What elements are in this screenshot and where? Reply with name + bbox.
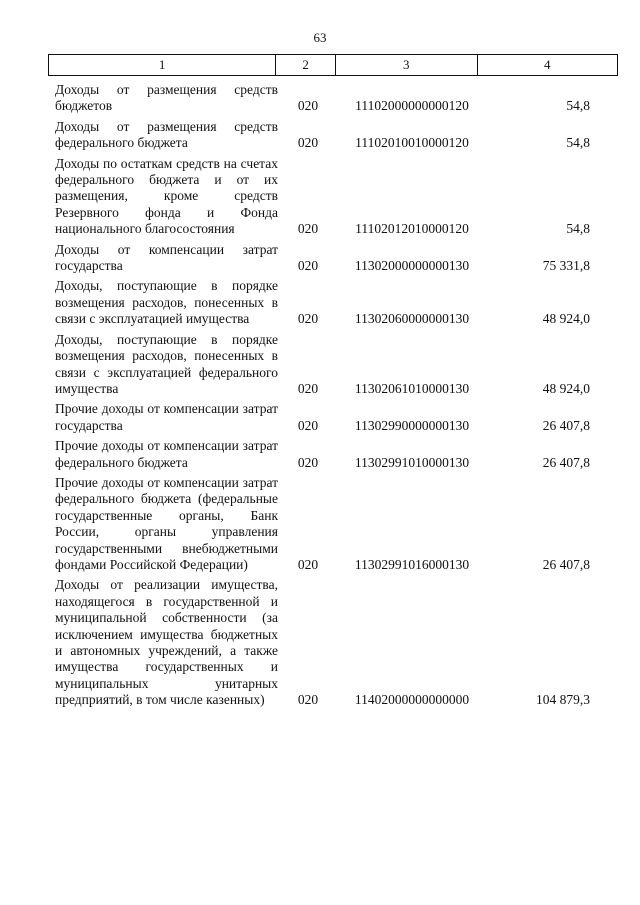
row-description: Доходы, поступающие в порядке возмещения расходов, понесенных в связи с эксплуатацией федерального имущества (55, 331, 278, 396)
row-amount: 75 331,8 (542, 258, 590, 274)
table-row (0, 156, 640, 238)
table-row (0, 119, 640, 152)
row-description: Прочие доходы от компенсации затрат государства (55, 401, 278, 433)
row-amount: 26 407,8 (542, 454, 590, 470)
row-amount: 54,8 (566, 221, 590, 237)
row-amount: 54,8 (566, 135, 590, 151)
row-kbk: 11302991016000130 (354, 556, 470, 572)
row-description: Доходы по остаткам средств на счетах федерального бюджета и от их размещения, кроме средств Резервного фонда и Фонда национального благосостояния (55, 155, 278, 237)
row-code: 020 (297, 98, 319, 114)
row-code: 020 (297, 556, 319, 572)
column-header-2: 2 (276, 55, 336, 75)
row-description: Доходы, поступающие в порядке возмещения расходов, понесенных в связи с эксплуатацией имущества (55, 278, 278, 327)
table-row (0, 278, 640, 327)
row-kbk: 11402000000000000 (354, 692, 470, 708)
row-amount: 48 924,0 (542, 311, 590, 327)
table-body (0, 82, 640, 713)
row-kbk: 11302990000000130 (354, 417, 470, 433)
row-kbk: 11102000000000120 (355, 98, 469, 114)
row-description: Доходы от компенсации затрат государства (55, 241, 278, 274)
row-description: Прочие доходы от компенсации затрат федерального бюджета (федеральные государственные органы, Банк России, органы управления государственными внебюджетными фондами Российской Федерации) (55, 474, 278, 572)
table-row (0, 401, 640, 434)
row-kbk: 11302000000000130 (354, 258, 470, 274)
table-row (0, 242, 640, 275)
row-amount: 26 407,8 (542, 556, 590, 572)
row-code: 020 (297, 311, 319, 327)
row-code: 020 (297, 454, 319, 470)
row-kbk: 11102010010000120 (355, 135, 469, 151)
row-amount: 48 924,0 (542, 380, 590, 396)
column-header-4: 4 (544, 57, 551, 72)
table-row (0, 438, 640, 471)
row-description: Доходы от размещения средств федерального бюджета (55, 118, 278, 151)
row-kbk: 11102012010000120 (355, 221, 469, 237)
row-code: 020 (297, 692, 319, 708)
row-code: 020 (297, 258, 319, 274)
table-row (0, 475, 640, 573)
column-header-1: 1 (49, 55, 276, 75)
column-header-3: 3 (336, 55, 478, 75)
row-amount: 26 407,8 (542, 417, 590, 433)
row-description: Прочие доходы от компенсации затрат федерального бюджета (55, 438, 278, 470)
row-code: 020 (297, 380, 319, 396)
row-kbk: 11302991010000130 (354, 454, 470, 470)
row-description: Доходы от размещения средств бюджетов (55, 82, 278, 114)
table-row (0, 332, 640, 398)
row-amount: 104 879,3 (536, 692, 590, 708)
table-header (48, 54, 618, 76)
row-amount: 54,8 (566, 98, 590, 114)
row-code: 020 (297, 417, 319, 433)
row-description: Доходы от реализации имущества, находящегося в государственной и муниципальной собственности (за исключением имущества бюджетных и автономных учреждений, а также имущества государственных и муниципальных унитарных предприятий, в том числе казенных) (55, 577, 278, 708)
table-row (0, 577, 640, 708)
row-kbk: 11302061010000130 (354, 380, 470, 396)
row-code: 020 (297, 135, 319, 151)
row-code: 020 (297, 221, 319, 237)
page-number: 63 (313, 30, 327, 45)
table-row (0, 82, 640, 115)
row-kbk: 11302060000000130 (354, 311, 470, 327)
